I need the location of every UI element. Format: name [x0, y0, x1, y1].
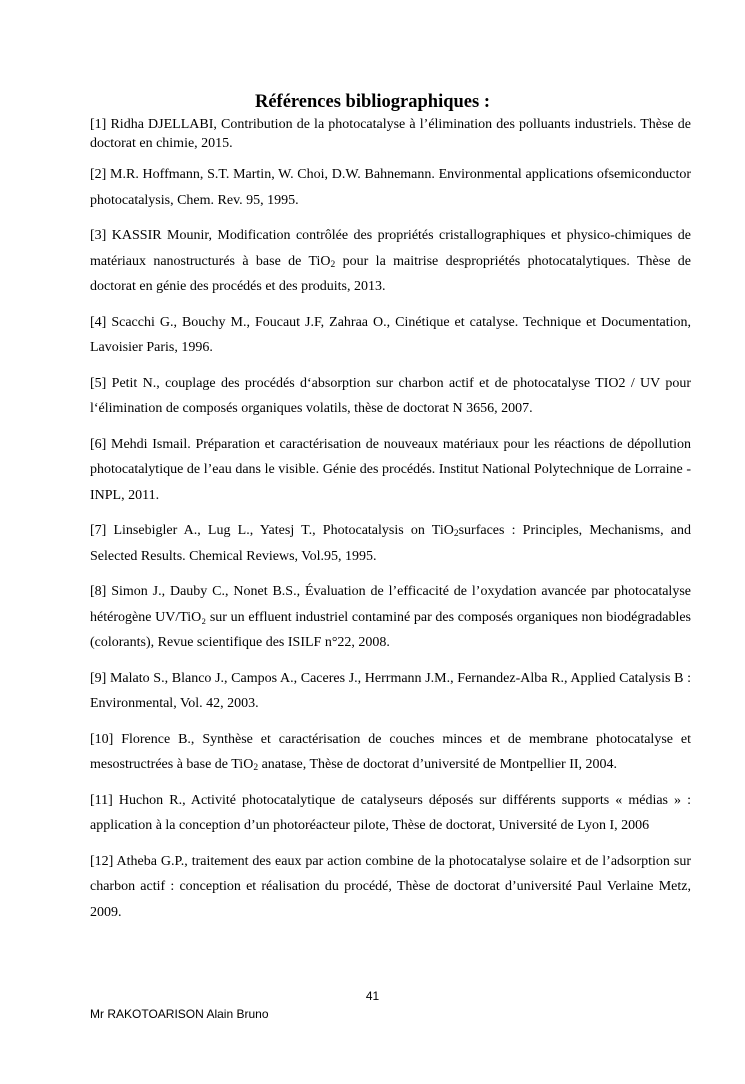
reference-item-5: [5] Petit N., couplage des procédés d‘absorption sur charbon actif et de photocatalyse TIO2 / UV pour l‘élimination de composés organiques volatils, thèse de doctorat N 3656, 2007.: [90, 375, 691, 416]
reference-7-text-end: surfaces : Principles, Mechanisms, and Selected Results. Chemical Reviews, Vol.95, 1995.: [90, 523, 691, 564]
reference-3-subscript: 2: [330, 259, 336, 270]
page-number: 41: [365, 989, 380, 1003]
reference-item-12: [12] Atheba G.P., traitement des eaux par action combine de la photocatalyse solaire et de l’adsorption sur charbon actif : conception et réalisation du procédé, Thèse de doctorat d’université Paul Verlaine Metz, 2009.: [90, 853, 691, 920]
reference-item-10: [90, 727, 691, 778]
reference-10-text-start: [10] Florence B., Synthèse et caractérisation de couches minces et de membrane photocatalyse et mesostructrées à base de TiO: [90, 731, 691, 772]
reference-item-3: [90, 223, 691, 300]
reference-7-subscript: 2: [453, 529, 459, 539]
author-footer: Mr RAKOTOARISON Alain Bruno: [90, 1007, 269, 1021]
reference-10-text-end: anatase, Thèse de doctorat d’université de Montpellier II, 2004.: [258, 757, 618, 772]
page-title: Références bibliographiques :: [254, 92, 491, 112]
reference-item-11: [11] Huchon R., Activité photocatalytique de catalyseurs déposés sur différents supports « médias » : application à la conception d’un photoréacteur pilote, Thèse de doctorat, Université de Lyon I, 2006: [90, 792, 691, 833]
reference-item-6: [6] Mehdi Ismail. Préparation et caractérisation de nouveaux matériaux pour les réactions de dépollution photocatalytique de l’eau dans le visible. Génie des procédés. Institut National Polytechnique de Lorraine - INPL, 2011.: [90, 436, 691, 503]
reference-item-9: [9] Malato S., Blanco J., Campos A., Caceres J., Herrmann J.M., Fernandez-Alba R., Applied Catalysis B : Environmental, Vol. 42, 2003.: [90, 670, 691, 711]
reference-10-subscript: 2: [253, 763, 259, 773]
reference-item-1: [1] Ridha DJELLABI, Contribution de la photocatalyse à l’élimination des polluants industriels. Thèse de doctorat en chimie, 2015.: [90, 117, 691, 151]
reference-item-8: [8] Simon J., Dauby C., Nonet B.S., Évaluation de l’efficacité de l’oxydation avancée par photocatalyse hétérogène UV/TiO₂ sur un effluent industriel contaminé par des composés organiques non biodégradables (colorants), Revue scientifique des ISILF n°22, 2008.: [90, 584, 691, 650]
reference-3-text-end: pour la maitrise despropriétés photocatalytiques. Thèse de doctorat en génie des procédés et des produits, 2013.: [90, 253, 691, 294]
reference-item-7: [90, 518, 691, 569]
reference-list: [90, 115, 691, 935]
reference-item-4: [4] Scacchi G., Bouchy M., Foucaut J.F, Zahraa O., Cinétique et catalyse. Technique et Documentation, Lavoisier Paris, 1996.: [90, 314, 691, 355]
reference-3-text-start: [3] KASSIR Mounir, Modification contrôlée des propriétés cristallographiques et physico-chimiques de matériaux nanostructurés à base de TiO: [90, 228, 691, 269]
reference-7-text-start: [7] Linsebigler A., Lug L., Yatesj T., Photocatalysis on TiO: [90, 523, 454, 538]
reference-item-2: [2] M.R. Hoffmann, S.T. Martin, W. Choi, D.W. Bahnemann. Environmental applications ofsemiconductor photocatalysis, Chem. Rev. 95, 1995.: [90, 167, 691, 208]
